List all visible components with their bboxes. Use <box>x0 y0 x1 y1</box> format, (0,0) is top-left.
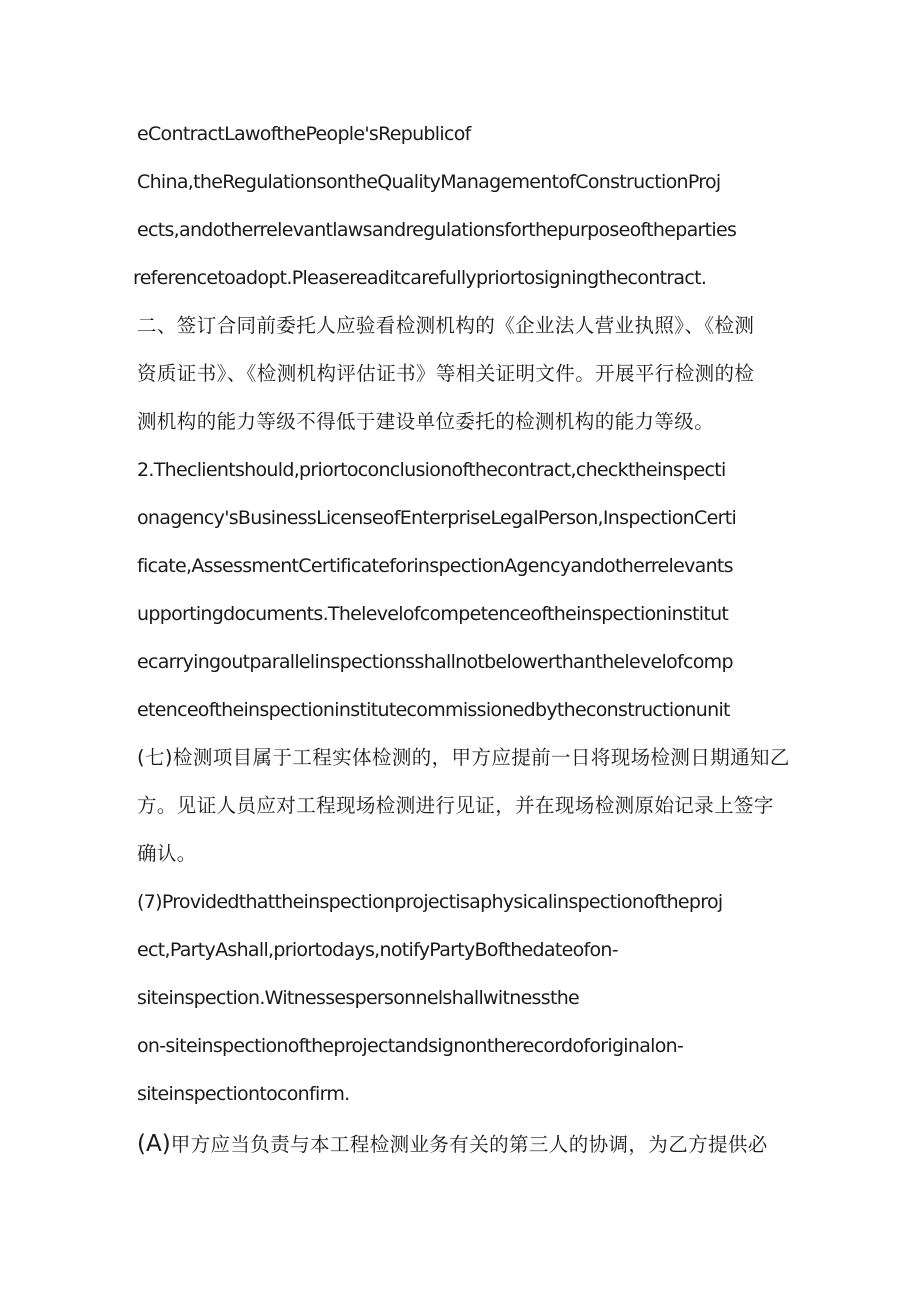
text-line: 确认。 <box>137 842 197 865</box>
text-line: 二、签订合同前委托人应验看检测机构的《企业法人营业执照》、《检测 <box>137 314 755 337</box>
text-line: on-siteinspectionoftheprojectandsignontherecordoforiginalon- <box>137 1035 684 1057</box>
text-line: 测机构的能力等级不得低于建设单位委托的检测机构的能力等级。 <box>137 410 715 433</box>
text-line: ecarryingoutparallelinspectionsshallnotbelowerthanthelevelofcomp <box>137 651 733 673</box>
text-line: siteinspection.Witnessespersonnelshallwitnessthe <box>137 987 580 1009</box>
text-line: referencetoadopt.Pleasereaditcarefullypriortosigningthecontract. <box>133 267 707 289</box>
text-line: 2.Theclientshould,priortoconclusionofthecontract,checktheinspecti <box>137 459 726 481</box>
text-line: upportingdocuments.Thelevelofcompetenceoftheinspectioninstitut <box>137 603 729 625</box>
text-line: onagency'sBusinessLicenseofEnterpriseLegalPerson,InspectionCerti <box>137 507 737 529</box>
text-line: 资质证书》、《检测机构评估证书》等相关证明文件。开展平行检测的检 <box>137 362 755 385</box>
item-marker: (A) <box>137 1131 171 1157</box>
text-line: 方。见证人员应对工程现场检测进行见证，并在现场检测原始记录上签字 <box>137 794 774 817</box>
text-line: siteinspectiontoconfirm. <box>137 1083 350 1105</box>
item-text: 甲方应当负责与本工程检测业务有关的第三人的协调，为乙方提供必 <box>170 1133 768 1156</box>
text-line: ficate,AssessmentCertificateforinspectionAgencyandotherrelevants <box>137 555 733 577</box>
text-line: eContractLawofthePeople'sRepublicof <box>137 123 471 145</box>
text-line <box>137 1124 792 1164</box>
text-line: ects,andotherrelevantlawsandregulationsforthepurposeoftheparties <box>137 219 737 241</box>
text-line: etenceoftheinspectioninstitutecommissionedbytheconstructionunit <box>137 699 730 721</box>
text-line: (七)检测项目属于工程实体检测的，甲方应提前一日将现场检测日期通知乙 <box>137 746 790 769</box>
text-line: China,theRegulationsontheQualityManagementofConstructionProj <box>137 171 721 193</box>
text-line: (7)Providedthattheinspectionprojectisaphysicalinspectionoftheproj <box>137 891 723 913</box>
text-line: ect,PartyAshall,priortodays,notifyPartyBofthedateofon- <box>137 939 618 961</box>
